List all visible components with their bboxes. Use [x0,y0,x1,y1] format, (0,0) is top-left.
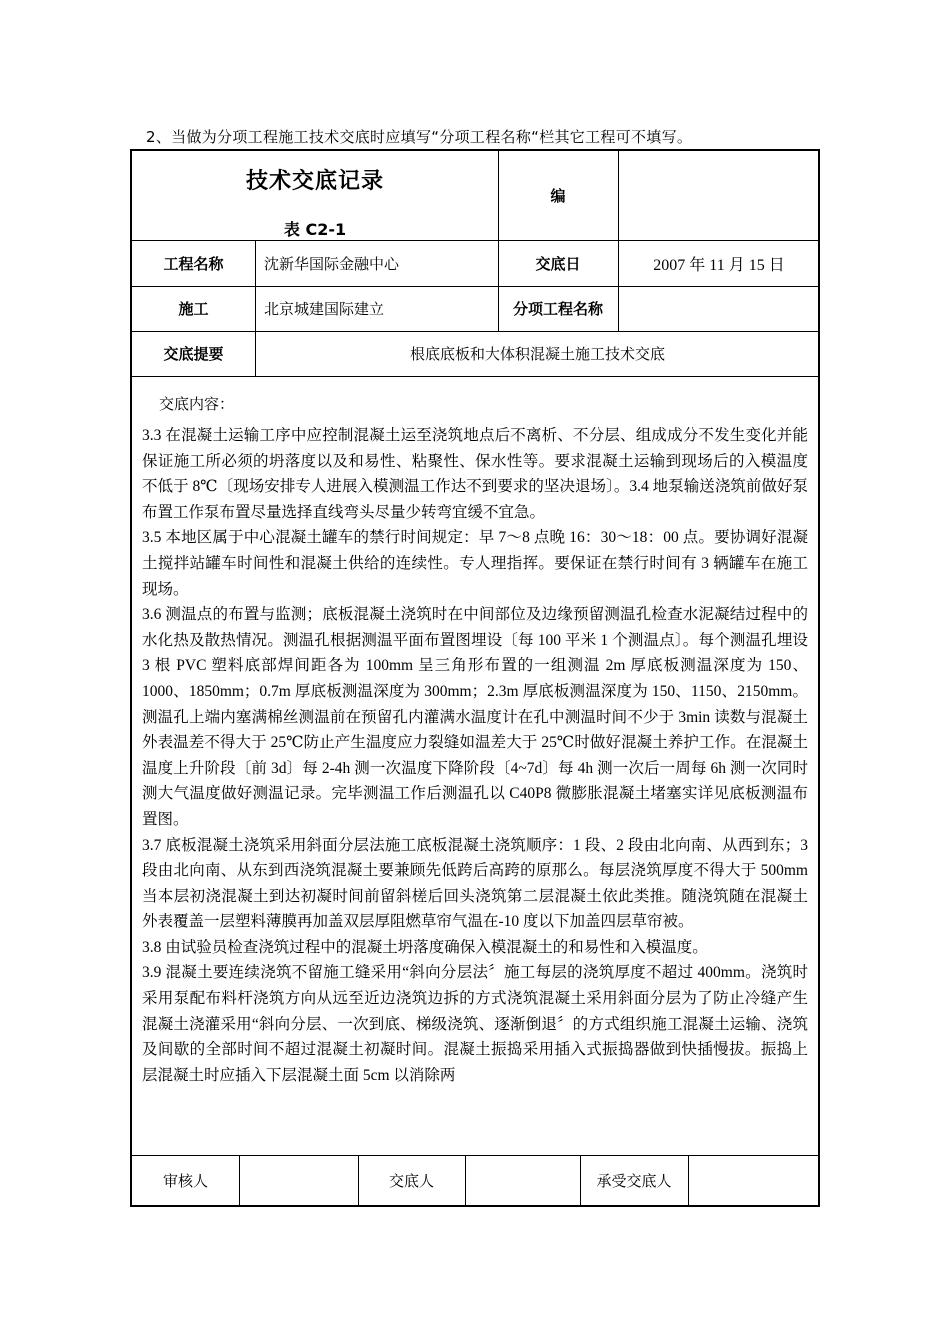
project-name-label: 工程名称 [163,254,224,273]
content-paragraph: 3.8 由试验员检查浇筑过程中的混凝土坍落度确保入模混凝土的和易性和入模温度。 [142,938,708,956]
discloser-label: 交底人 [388,1171,434,1190]
content-body [142,423,808,1088]
subproject-name-label: 分项工程名称 [512,300,603,318]
date-label: 交底日 [535,254,581,273]
date-value[interactable]: 2007 年 11 月 15 日 [653,256,785,274]
form-number: 表 C2-1 [283,220,347,239]
reviewer-label: 审核人 [162,1171,208,1190]
receiver-value[interactable] [688,1155,820,1205]
form-title: 技术交底记录 [245,169,384,194]
discloser-value[interactable] [465,1155,580,1205]
summary-label: 交底提要 [163,345,224,363]
summary-value[interactable]: 根底底板和大体积混凝土施工技术交底 [409,345,665,363]
content-paragraph: 3.7 底板混凝土浇筑采用斜面分层法施工底板混凝土浇筑顺序：1 段、2 段由北向南、从西到东；3 段由北向南、从东到西浇筑混凝土要兼顾先低跨后高跨的原那么。每层浇筑厚度不得大于 500mm 当本层初浇混凝土到达初凝时间前留斜槎后回头浇筑第二层混凝土依此类推。随浇筑随在混凝土外表覆盖一层塑料薄膜再加盖双层厚阻燃草帘气温在-10 度以下加盖四层草帘被。 [142,836,808,931]
content-label: 交底内容： [159,395,235,413]
content-paragraph: 3.5 本地区属于中心混凝土罐车的禁行时间规定：早 7～8 点晚 16：30～18：00 点。要协调好混凝土搅拌站罐车时间性和混凝土供给的连续性。专人理指挥。要保证在禁行时间有 3 辆罐车在施工现场。 [142,529,808,598]
project-name-value[interactable]: 沈新华国际金融中心 [264,254,400,273]
row-divider [132,376,818,377]
content-paragraph: 3.6 测温点的布置与监测；底板混凝土浇筑时在中间部位及边缘预留测温孔检查水泥凝结过程中的水化热及散热情况。测温孔根据测温平面布置图埋设〔每 100 平米 1 个测温点〕。每个测温孔埋设 3 根 PVC 塑料底部焊间距各为 100mm 呈三角形布置的一组测温 2m 厚底板测温深度为 150、1000、1850mm；0.7m 厚底板测温深度为 300mm；2.3m 厚底板测温深度为 150、1150、2150mm。测温孔上端内塞满棉丝测温前在预留孔内灌满水温度计在孔中测温时间不少于 3min 读数与混凝土外表温差不得大于 25℃防止产生温度应力裂缝如温差大于 25℃时做好混凝土养护工作。在混凝土温度上升阶段〔前 3d〕每 2-4h 测一次温度下降阶段〔4~7d〕每 4h 测一次后一周每 6h 测一次同时测大气温度做好测温记录。完毕测温工作后测温孔以 C40P8 微膨胀混凝土堵塞实详见底板测温布置图。 [142,606,808,828]
serial-number-label: 编 [550,187,566,205]
construction-value[interactable]: 北京城建国际建立 [264,300,385,318]
form-note: 2、当做为分项工程施工技术交底时应填写“分项工程名称“栏其它工程可不填写。 [146,128,693,146]
receiver-label: 承受交底人 [596,1171,672,1190]
disclosure-form [130,149,820,1207]
content-paragraph: 3.3 在混凝土运输工序中应控制混凝土运至浇筑地点后不离析、不分层、组成成分不发生变化并能保证施工所必须的坍落度以及和易性、粘聚性、保水性等。要求混凝土运输到现场后的入模温度不低于 8℃〔现场安排专人进展入模测温工作达不到要求的坚决退场〕。3.4 地泵输送浇筑前做好泵布置工作泵布置尽量选择直线弯头尽量少转弯宜缓不宜急。 [142,427,808,521]
content-paragraph: 3.9 混凝土要连续浇筑不留施工缝采用“斜向分层法〞施工每层的浇筑厚度不超过 400mm。浇筑时采用泵配布料杆浇筑方向从远至近边浇筑边拆的方式浇筑混凝土采用斜面分层为了防止冷缝产生混凝土浇灌采用“斜向分层、一次到底、梯级浇筑、逐渐倒退〞的方式组织施工混凝土运输、浇筑及间歇的全部时间不超过混凝土初凝时间。混凝土振捣采用插入式振捣器做到快插慢拔。振捣上层混凝土时应插入下层混凝土面 5cm 以消除两 [142,964,808,1084]
serial-number-value[interactable] [618,151,820,240]
reviewer-value[interactable] [239,1155,358,1205]
subproject-name-value[interactable] [618,286,820,331]
construction-label: 施工 [178,300,209,318]
